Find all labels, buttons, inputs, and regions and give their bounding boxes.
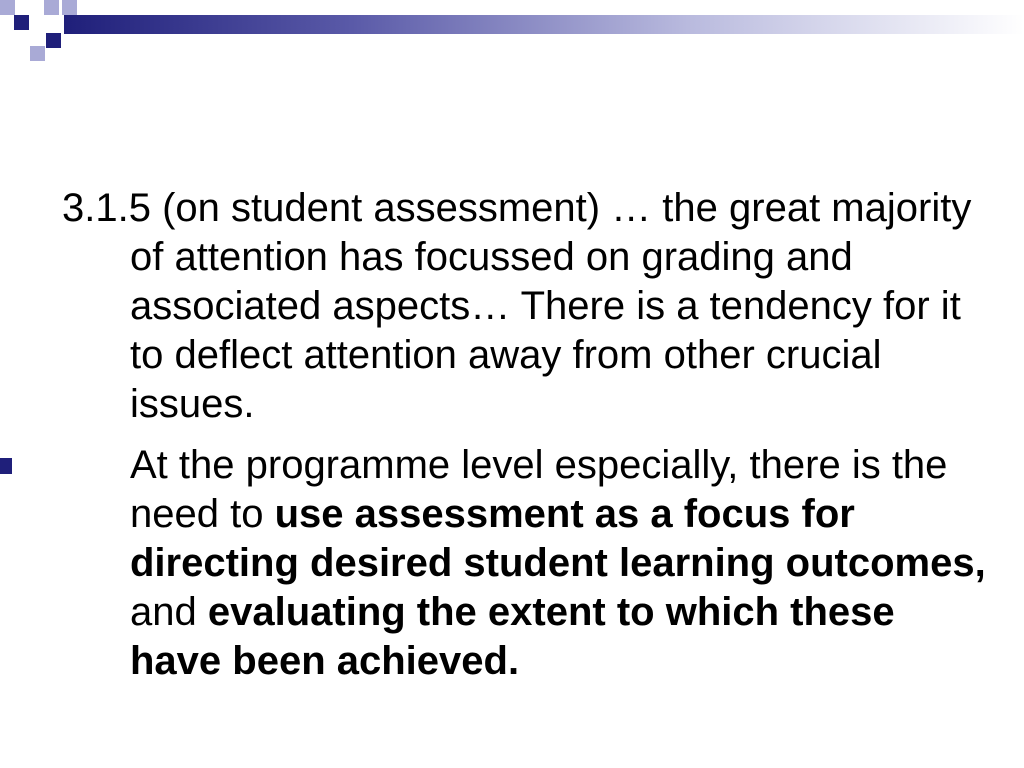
bullet-text-plain-2: and xyxy=(130,590,208,634)
corner-square-4 xyxy=(46,33,61,48)
corner-square-3 xyxy=(44,0,59,15)
square-bullet-icon xyxy=(0,458,12,474)
bullet-text-plain-1: At the programme level especially, there is the need to xyxy=(130,443,948,536)
corner-square-6 xyxy=(62,0,77,15)
bullet-text-bold-2: evaluating the extent to which these have been achieved. xyxy=(130,590,895,683)
corner-square-5 xyxy=(30,46,45,61)
corner-square-1 xyxy=(14,15,29,30)
corner-square-2 xyxy=(0,0,15,15)
bullet-text-bold-1: use assessment as a focus for directing desired student learning outcomes, xyxy=(130,492,986,585)
paragraph-quote: 3.1.5 (on student assessment) … the great majority of attention has focussed on grading and associated aspects… There is a tendency for it to deflect attention away from other crucial issues. xyxy=(62,186,972,426)
bullet-item xyxy=(62,441,992,686)
title-gradient-bar xyxy=(64,15,1024,34)
slide-body xyxy=(62,184,992,686)
